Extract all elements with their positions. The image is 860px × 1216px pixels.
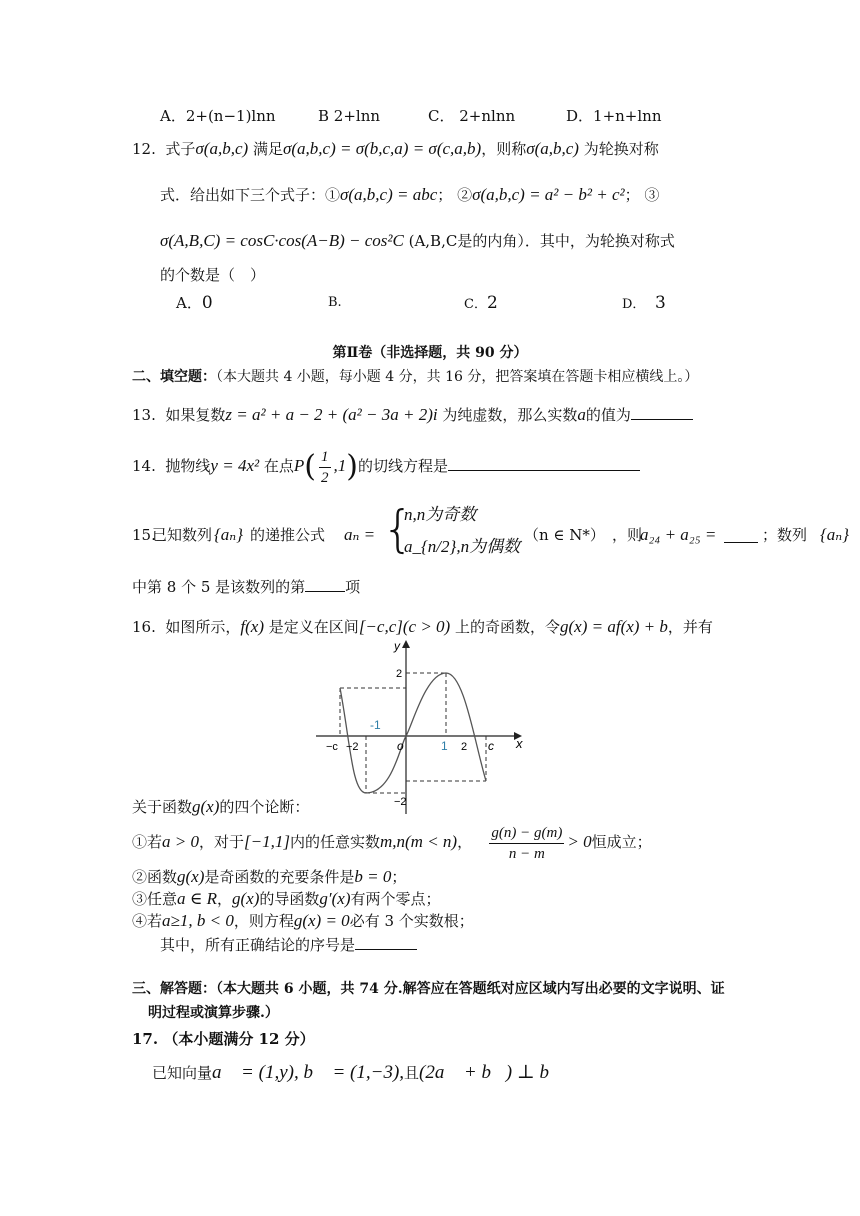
q15-answer-blank-1[interactable] (724, 528, 758, 543)
q12-line1: 12. 式子σ(a,b,c) 满足σ(a,b,c) = σ(b,c,a) = σ(c,a,b)，则称σ(a,b,c) 为轮换对称 (132, 139, 659, 158)
q15-line2: 中第 8 个 5 是该数列的第 项 (132, 578, 361, 596)
q11-option-b: B 2+lnn (318, 107, 381, 125)
section3-header: 三、解答题：（本大题共 6 小题，共 74 分.解答应在答题纸对应区域内写出必要的文字说明、证 (132, 981, 725, 997)
section2-header: 二、填空题：（本大题共 4 小题，每小题 4 分，共 16 分，把答案填在答题卡相应横线上。） (132, 369, 699, 385)
section3-desc: 明过程或演算步骤.） (148, 1005, 279, 1021)
y-tick-neg-2: −2 (394, 796, 407, 808)
q14-answer-blank[interactable] (448, 456, 640, 471)
q17-header: 17. （本小题满分 12 分） (132, 1030, 315, 1048)
function-graph (296, 630, 536, 816)
function-curve (340, 673, 486, 793)
tick-2: 2 (461, 741, 468, 753)
y-axis-arrow (402, 640, 410, 648)
q11-option-c: C． 2+nlnn (428, 107, 516, 125)
tick-neg-2: −2 (346, 741, 359, 753)
q12-line2: 式．给出如下三个式子：①σ(a,b,c) = abc； ②σ(a,b,c) = a² − b² + c²； ③ (160, 185, 660, 204)
x-axis-label: x (516, 736, 523, 751)
tick-1: 1 (441, 739, 448, 753)
q14-fraction: $\frac{1}{2}$ (321, 448, 329, 486)
q12-line3: σ(A,B,C) = cosC·cos(A−B) − cos²C (A,B,C是的内角）．其中，为轮换对称式 (160, 231, 675, 250)
q16-fraction: $\frac{g(n) - g(m)}{n - m}$ (491, 824, 563, 862)
q15-brace: { (382, 500, 414, 558)
q15-answer-blank-2[interactable] (305, 577, 345, 592)
q16-answer-blank[interactable] (355, 935, 417, 950)
q12-option-d: D． 3 (622, 293, 666, 313)
q16-statement-3: ③任意a ∈ R，g(x)的导函数g′(x)有两个零点； (132, 889, 441, 908)
q11-option-a: A．2+(n−1)lnn (160, 107, 276, 125)
q16-statement-1: ①若a > 0，对于[−1,1]内的任意实数m,n(m < n)， $\frac{g(n) - g(m)}{n - m}$ > 0恒成立； (132, 824, 652, 862)
tick-neg-c: −c (326, 741, 338, 753)
q11-option-d: D．1+n+lnn (566, 107, 662, 125)
q12-line4: 的个数是（ ） (160, 266, 266, 284)
q13: 13. 如果复数z = a² + a − 2 + (a² − 3a + 2)i 为纯虚数，那么实数a的值为 (132, 404, 693, 426)
tick-neg-1: -1 (370, 718, 381, 732)
section2-title: 第Ⅱ卷（非选择题，共 90 分） (332, 345, 528, 361)
q17-body: 已知向量a⃗ = (1,y), b⃗ = (1,−3),且(2a⃗ + b⃗) ⊥ b⃗ (152, 1062, 564, 1083)
q12-option-c: C．2 (464, 293, 498, 313)
tick-c: c (488, 739, 494, 753)
q12-option-a: A．0 (176, 293, 213, 313)
q16-conclusion: 其中，所有正确结论的序号是 (160, 934, 417, 956)
dashed-guides (340, 673, 486, 793)
q16-statement-2: ②函数g(x)是奇函数的充要条件是b = 0； (132, 867, 407, 886)
y-axis-label: y (394, 639, 400, 653)
q16-statement-4: ④若a≥1, b < 0，则方程g(x) = 0必有 3 个实数根； (132, 911, 474, 930)
q16-line2: 关于函数g(x)的四个论断： (132, 797, 310, 816)
y-tick-2: 2 (396, 668, 403, 680)
origin-label: o (397, 739, 404, 753)
q12-number: 12. (132, 140, 156, 158)
q14: 14. 抛物线y = 4x² 在点P( $\frac{1}{2}$ ,1)的切线方程是 (132, 446, 640, 488)
q12-option-b: B. (328, 295, 342, 310)
q13-answer-blank[interactable] (631, 405, 693, 420)
q16-line1: 16. 如图所示，f(x) 是定义在区间[−c,c](c > 0) 上的奇函数，令g(x) = af(x) + b，并有 (132, 617, 713, 636)
